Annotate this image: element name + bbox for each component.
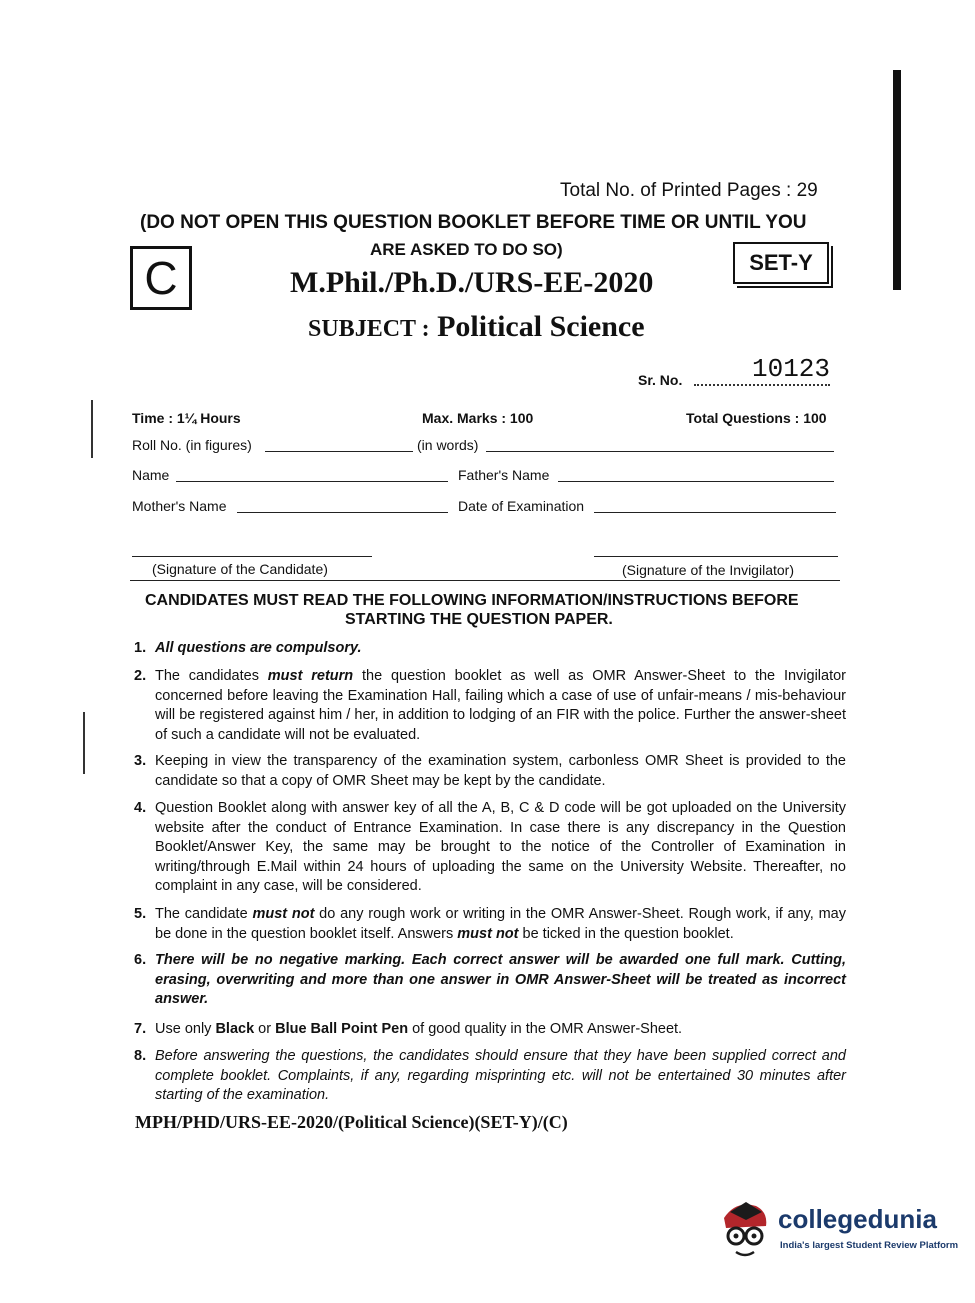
item-text [155, 1020, 846, 1040]
booklet-code-box: C [130, 246, 192, 310]
item-text [155, 905, 846, 944]
item-text: There will be no negative marking. Each correct answer will be awarded one full mark. Cutting, erasing, overwriting and more than one answer in OMR Answer-Sheet will be treated as incorrect answer. [155, 952, 846, 1007]
instructions-heading-1: CANDIDATES MUST READ THE FOLLOWING INFORMATION/INSTRUCTIONS BEFORE [145, 592, 799, 609]
father-name-label: Father's Name [458, 467, 550, 483]
serial-label: Sr. No. [638, 372, 683, 388]
name-field[interactable] [176, 481, 448, 482]
collegedunia-mascot-icon [716, 1198, 774, 1267]
date-of-exam-field[interactable] [594, 512, 836, 513]
text-run: The candidate [155, 906, 253, 922]
instruction-item [134, 1020, 846, 1040]
instruction-item [134, 799, 846, 897]
text-run: or [254, 1021, 276, 1037]
text-run: be ticked in the question booklet. [518, 925, 734, 942]
item-text [155, 667, 846, 745]
text-run: Use only [155, 1021, 216, 1037]
item-number: 1. [134, 640, 147, 656]
roll-words-label: (in words) [417, 437, 479, 453]
signature-divider [130, 580, 840, 581]
paper-code-footer: MPH/PHD/URS-EE-2020/(Political Science)(SET-Y)/(C) [135, 1112, 568, 1132]
warning-line-2: ARE ASKED TO DO SO) [370, 240, 563, 259]
instruction-item [134, 667, 846, 745]
item-text: All questions are compulsory. [155, 640, 362, 656]
item-text: Question Booklet along with answer key of all the A, B, C & D code will be got uploaded on the University website after the conduct of Entrance Examination. In case there is any discrepancy in the Question Booklet/Answer Key, the same may be brought to the notice of the Controller of Examination in writing/through E.Mail within 24 hours of uploading the same on the University Website. Thereafter, no complaint in any case, will be considered. [155, 800, 846, 894]
text-run: of good quality in the OMR Answer-Sheet. [408, 1021, 683, 1037]
emphasis: Black [215, 1021, 255, 1037]
mother-name-label: Mother's Name [132, 498, 227, 514]
total-pages: Total No. of Printed Pages : 29 [560, 180, 818, 201]
text-run: do any rough work or writing in the OMR Answer-Sheet. Rough work, if any, may be done in the question booklet itself. Answers [155, 906, 846, 942]
instructions-heading-2: STARTING THE QUESTION PAPER. [345, 611, 613, 628]
roll-figures-label: Roll No. (in figures) [132, 437, 252, 453]
scan-margin-mark [83, 712, 85, 774]
instruction-item [134, 905, 846, 944]
invigilator-signature-label: (Signature of the Invigilator) [622, 562, 794, 578]
text-run: the question booklet as well as OMR Answer-Sheet to the Invigilator concerned before leaving the Examination Hall, failing which a case of use of unfair-means / mis-behaviour will be registered against him / her, in addition to lodging of an FIR with the police. Further the answer-sheet of such a candidate will not be evaluated. [155, 668, 846, 743]
item-number: 4. [134, 800, 147, 816]
item-number: 7. [134, 1021, 147, 1037]
scan-margin-mark [91, 400, 93, 458]
item-number: 8. [134, 1048, 147, 1064]
time-label: Time : 1¼ Hours [132, 410, 241, 426]
serial-number: 10123 [752, 354, 831, 384]
set-box: SET-Y [733, 242, 829, 284]
candidate-signature-label: (Signature of the Candidate) [152, 561, 328, 577]
emphasis: must not [252, 906, 315, 922]
date-of-exam-label: Date of Examination [458, 498, 585, 514]
text-run: The candidates [155, 668, 268, 684]
subject-label: SUBJECT : [308, 316, 430, 342]
roll-words-field[interactable] [486, 451, 834, 452]
brand-tagline: India's largest Student Review Platform [780, 1240, 959, 1251]
item-number: 3. [134, 753, 147, 769]
instruction-item [134, 639, 846, 659]
item-text: Keeping in view the transparency of the examination system, carbonless OMR Sheet is provided to the candidate so that a copy of OMR Sheet may be kept by the candidate. [155, 753, 846, 789]
subject-line [308, 310, 645, 344]
scan-edge-mark [893, 70, 901, 290]
invigilator-signature-line[interactable] [594, 556, 838, 557]
name-label: Name [132, 467, 170, 483]
total-questions: Total Questions : 100 [686, 410, 827, 426]
item-text: Before answering the questions, the candidates should ensure that they have been supplied correct and complete booklet. Complaints, if any, regarding misprinting etc. will not be entertained 30 minutes after starting of the examination. [155, 1048, 846, 1103]
instruction-item [134, 1047, 846, 1106]
subject-value: Political Science [437, 310, 645, 343]
father-name-field[interactable] [558, 481, 834, 482]
item-number: 6. [134, 952, 147, 968]
emphasis: Blue Ball Point Pen [275, 1021, 409, 1037]
item-number: 2. [134, 668, 147, 684]
warning-line-1: (DO NOT OPEN THIS QUESTION BOOKLET BEFORE TIME OR UNTIL YOU [140, 212, 807, 233]
brand-name: collegedunia [778, 1204, 937, 1234]
emphasis: must not [457, 925, 519, 942]
instruction-item [134, 752, 846, 791]
exam-title: M.Phil./Ph.D./URS-EE-2020 [290, 266, 654, 299]
emphasis: must return [267, 668, 354, 684]
candidate-signature-line[interactable] [132, 556, 372, 557]
instruction-item [134, 951, 846, 1010]
item-number: 5. [134, 906, 147, 922]
mother-name-field[interactable] [237, 512, 448, 513]
max-marks: Max. Marks : 100 [422, 410, 534, 426]
roll-figures-field[interactable] [265, 451, 413, 452]
